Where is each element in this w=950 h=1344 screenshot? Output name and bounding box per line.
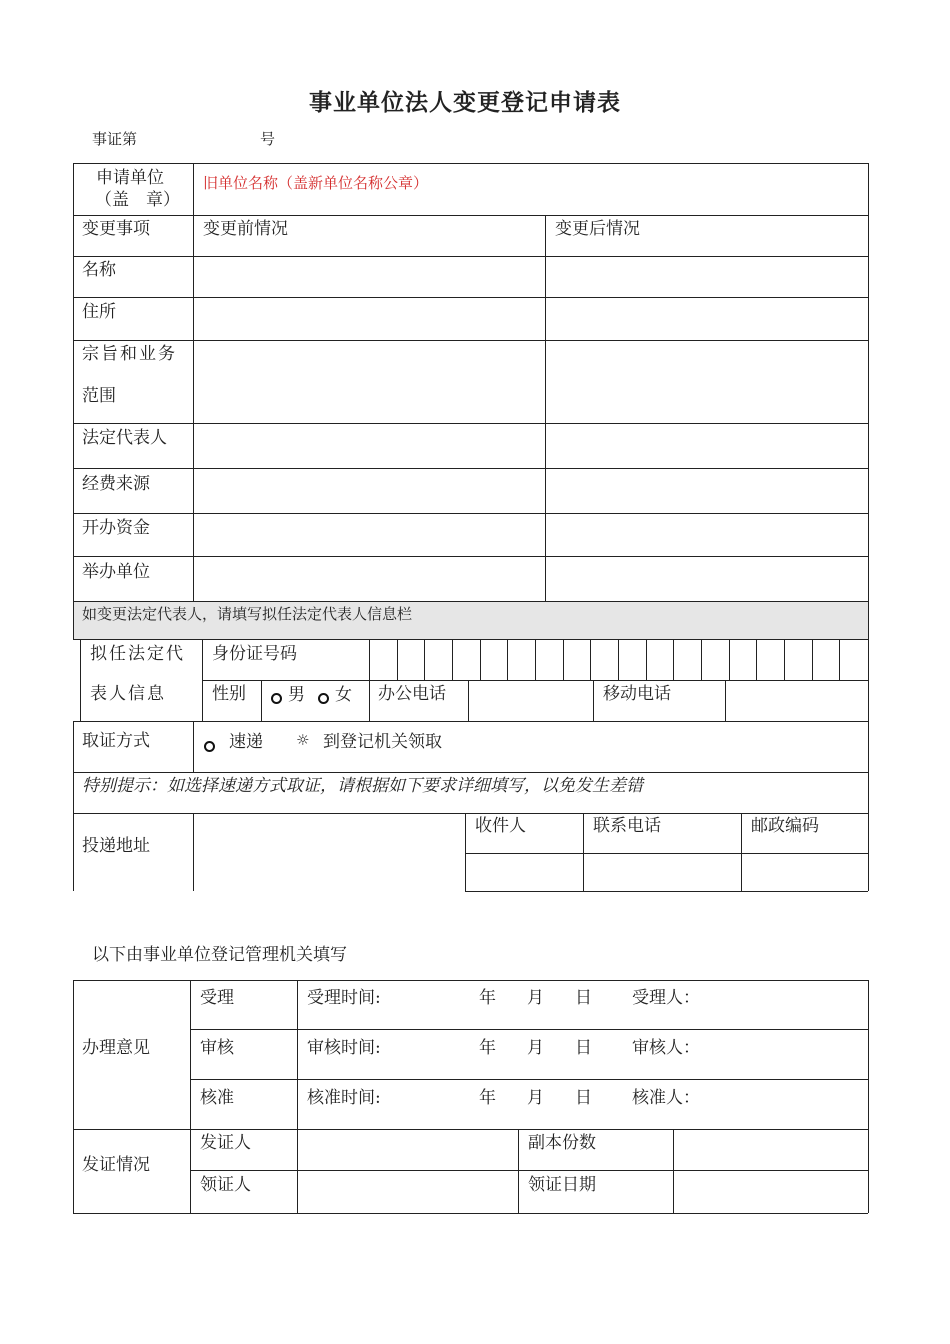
after-legal-rep-field[interactable] bbox=[546, 424, 867, 468]
opinion-label: 办理意见 bbox=[82, 1038, 150, 1058]
after-sponsor-field[interactable] bbox=[546, 557, 867, 601]
step-review-person-label: 审核人： bbox=[632, 1038, 700, 1058]
step-accept-time-label: 受理时间: bbox=[307, 988, 381, 1008]
after-funding-field[interactable] bbox=[546, 469, 867, 513]
after-name-field[interactable] bbox=[546, 257, 867, 297]
after-capital-field[interactable] bbox=[546, 514, 867, 556]
issue-label: 发证情况 bbox=[82, 1155, 150, 1175]
row-label-address: 住所 bbox=[82, 302, 116, 322]
before-address-field[interactable] bbox=[194, 298, 544, 340]
row-label-name: 名称 bbox=[82, 260, 116, 280]
step-accept-name: 受理 bbox=[200, 988, 234, 1008]
header-after: 变更后情况 bbox=[555, 219, 640, 239]
gender-male-label: 男 bbox=[288, 685, 305, 705]
step-accept-year: 年 bbox=[479, 988, 496, 1008]
gender-male-radio[interactable] bbox=[271, 688, 282, 708]
before-capital-field[interactable] bbox=[194, 514, 544, 556]
issuer-label: 发证人 bbox=[200, 1133, 251, 1153]
recipient-field[interactable] bbox=[466, 854, 582, 891]
applicant-seal-label: （盖 章） bbox=[95, 190, 180, 210]
after-address-field[interactable] bbox=[546, 298, 867, 340]
step-review-day: 日 bbox=[575, 1038, 592, 1058]
step-accept-person-label: 受理人： bbox=[632, 988, 700, 1008]
radio-female-icon bbox=[318, 693, 329, 704]
pickup-express-label: 速递 bbox=[229, 732, 263, 752]
before-sponsor-field[interactable] bbox=[194, 557, 544, 601]
receiver-field[interactable] bbox=[298, 1171, 517, 1213]
before-funding-field[interactable] bbox=[194, 469, 544, 513]
step-review-year: 年 bbox=[479, 1038, 496, 1058]
pickup-label: 取证方式 bbox=[82, 731, 150, 751]
rep-info-label-2: 表人信息 bbox=[90, 684, 166, 704]
step-approve-name: 核准 bbox=[200, 1088, 234, 1108]
receive-date-field[interactable] bbox=[674, 1171, 867, 1213]
row-label-purpose: 宗旨和业务 bbox=[82, 344, 177, 364]
gender-label: 性别 bbox=[212, 684, 246, 704]
row-label-capital: 开办资金 bbox=[82, 518, 150, 538]
cert-number-field[interactable] bbox=[150, 128, 255, 152]
step-approve-year: 年 bbox=[479, 1088, 496, 1108]
step-accept-day: 日 bbox=[575, 988, 592, 1008]
header-before: 变更前情况 bbox=[203, 219, 288, 239]
after-purpose-field[interactable] bbox=[546, 341, 867, 423]
cert-number-suffix: 号 bbox=[260, 130, 276, 148]
recipient-label: 收件人 bbox=[475, 816, 526, 836]
row-label-sponsor: 举办单位 bbox=[82, 562, 150, 582]
step-review-month: 月 bbox=[527, 1038, 544, 1058]
contact-phone-label: 联系电话 bbox=[593, 816, 661, 836]
radio-male-icon bbox=[271, 693, 282, 704]
gender-female-label: 女 bbox=[335, 685, 352, 705]
step-accept-month: 月 bbox=[527, 988, 544, 1008]
pickup-self-label: 到登记机关领取 bbox=[323, 732, 442, 752]
receive-date-label: 领证日期 bbox=[528, 1175, 596, 1195]
receiver-label: 领证人 bbox=[200, 1175, 251, 1195]
office-section-heading: 以下由事业单位登记管理机关填写 bbox=[92, 945, 347, 965]
gender-female-radio[interactable] bbox=[318, 688, 329, 708]
step-review-time-label: 审核时间: bbox=[307, 1038, 381, 1058]
step-review-name: 审核 bbox=[200, 1038, 234, 1058]
row-label-scope: 范围 bbox=[82, 386, 116, 406]
rep-notice: 如变更法定代表人，请填写拟任法定代表人信息栏 bbox=[82, 605, 413, 623]
before-name-field[interactable] bbox=[194, 257, 544, 297]
row-label-legal-rep: 法定代表人 bbox=[82, 428, 167, 448]
radio-express-icon bbox=[204, 741, 215, 752]
mobile-phone-field[interactable] bbox=[726, 681, 867, 720]
header-change-item: 变更事项 bbox=[82, 219, 150, 239]
rep-info-label: 拟任法定代 bbox=[90, 644, 185, 664]
cert-number-prefix: 事证第 bbox=[92, 130, 138, 148]
before-purpose-field[interactable] bbox=[194, 341, 544, 423]
step-approve-day: 日 bbox=[575, 1088, 592, 1108]
contact-phone-field[interactable] bbox=[584, 854, 740, 891]
delivery-address-label: 投递地址 bbox=[82, 836, 150, 856]
issuer-field[interactable] bbox=[298, 1130, 517, 1170]
page-title: 事业单位法人变更登记申请表 bbox=[309, 90, 621, 116]
office-phone-field[interactable] bbox=[469, 681, 592, 720]
delivery-address-field[interactable] bbox=[194, 814, 464, 891]
pickup-express-radio[interactable] bbox=[204, 736, 215, 756]
postcode-field[interactable] bbox=[742, 854, 867, 891]
copies-label: 副本份数 bbox=[528, 1133, 596, 1153]
office-phone-label: 办公电话 bbox=[378, 684, 446, 704]
special-notice: 特别提示：如选择速递方式取证，请根据如下要求详细填写，以免发生差错 bbox=[82, 776, 643, 796]
postcode-label: 邮政编码 bbox=[751, 816, 819, 836]
step-approve-person-label: 核准人： bbox=[632, 1088, 700, 1108]
row-label-funding-source: 经费来源 bbox=[82, 474, 150, 494]
id-number-label: 身份证号码 bbox=[212, 644, 297, 664]
copies-field[interactable] bbox=[674, 1130, 867, 1170]
before-legal-rep-field[interactable] bbox=[194, 424, 544, 468]
applicant-value[interactable]: 旧单位名称（盖新单位名称公章） bbox=[203, 174, 429, 192]
step-approve-time-label: 核准时间: bbox=[307, 1088, 381, 1108]
mobile-phone-label: 移动电话 bbox=[603, 684, 671, 704]
applicant-label: 申请单位 bbox=[96, 168, 164, 188]
sun-icon[interactable]: ☼ bbox=[296, 731, 310, 749]
step-approve-month: 月 bbox=[527, 1088, 544, 1108]
